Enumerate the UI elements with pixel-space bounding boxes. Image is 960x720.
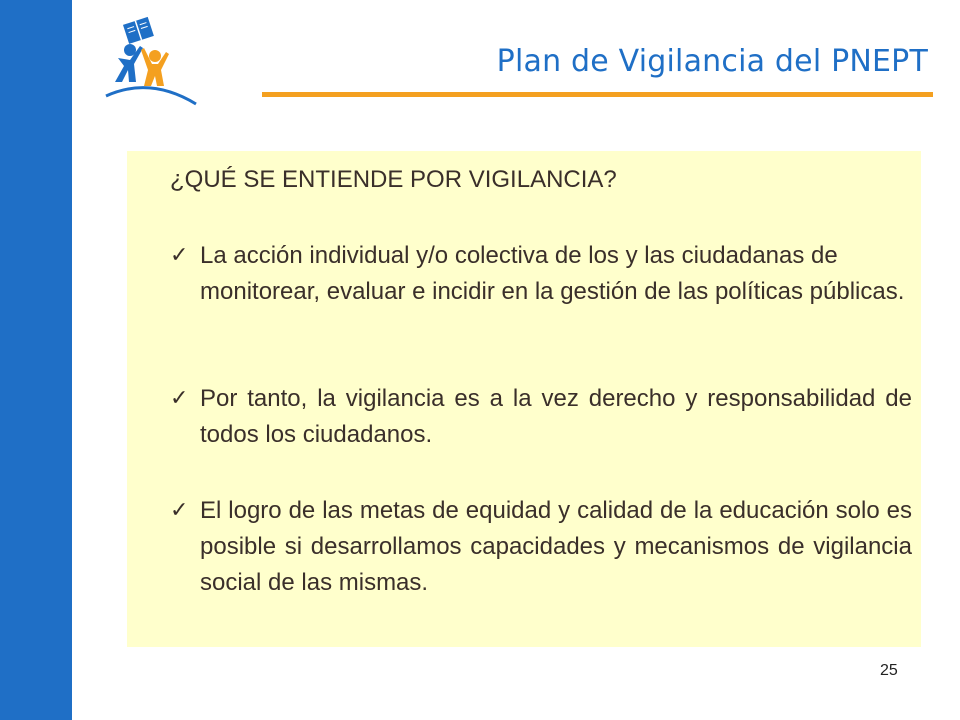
checkmark-icon: ✓ <box>170 243 189 268</box>
checkmark-icon: ✓ <box>170 498 189 523</box>
slide-title: Plan de Vigilancia del PNEPT <box>496 44 928 79</box>
bullet-item <box>170 238 912 310</box>
bullet-text: Por tanto, la vigilancia es a la vez derecho y responsabilidad de todos los ciudadanos. <box>200 385 912 448</box>
section-heading: ¿QUÉ SE ENTIENDE POR VIGILANCIA? <box>170 166 617 193</box>
bullet-text: La acción individual y/o colectiva de los y las ciudadanas de monitorear, evaluar e incidir en la gestión de las políticas públicas. <box>200 242 905 305</box>
title-underline <box>262 92 933 97</box>
bullet-item <box>170 381 912 453</box>
bullet-item <box>170 493 912 601</box>
bullet-text: El logro de las metas de equidad y calidad de la educación solo es posible si desarrollamos capacidades y mecanismos de vigilancia social de las mismas. <box>200 497 912 596</box>
left-accent-bar <box>0 0 72 720</box>
checkmark-icon: ✓ <box>170 386 189 411</box>
page-number: 25 <box>880 662 898 679</box>
organization-logo-icon <box>100 12 204 108</box>
